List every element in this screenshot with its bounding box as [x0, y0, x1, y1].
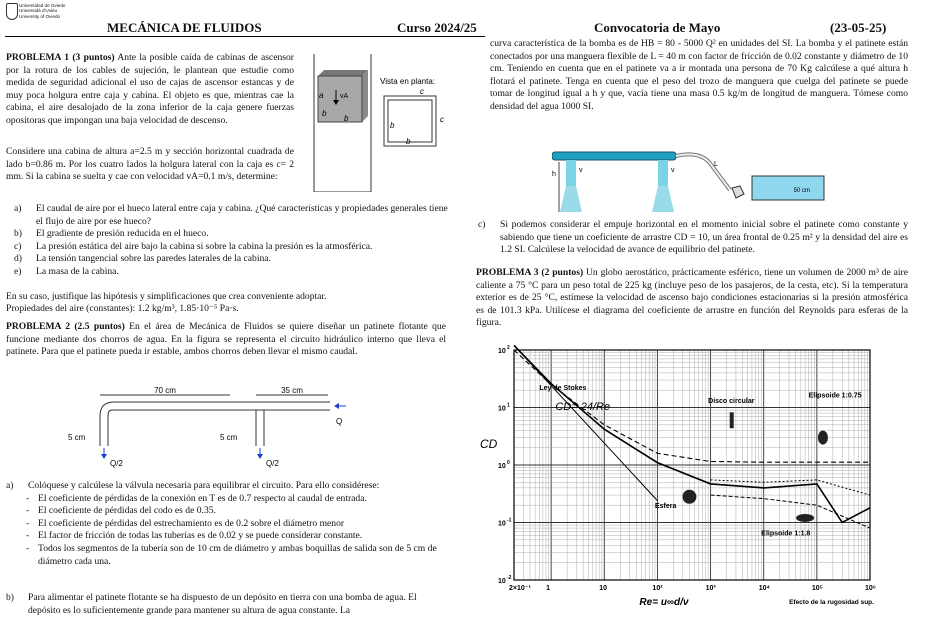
drag-coefficient-chart — [472, 336, 882, 608]
condition-4: - El factor de fricción de todas las tuberías es de 0.02 y se puede considerar constante. — [26, 530, 363, 542]
v-label-1: v — [579, 167, 583, 174]
b-label-3: b — [390, 121, 395, 130]
y-tick-label: 10 — [498, 348, 506, 355]
ellipsoid-18-shape — [796, 514, 814, 522]
problem2-part-a: a) Colóquese y calcúlese la válvula necesaria para equilibrar el circuito. Para ello considérese: - El coeficiente de pérdidas de la conexión en T es de 0.7 respecto al caudal de entrada. - El coeficiente de pérdidas del codo es de 0.35. - El coeficiente de pérdidas del estrechamiento es de 0.2 sobre el diámetro menor - El factor de fricción de todas las tuberías es de 0.02 y se puede considerar constante. - Todos los segmentos de la tubería son de 10 cm de diámetro y ambas boquillas de salida son de 5 cm de diámetro cada una. — [6, 480, 446, 568]
q-label: Q — [336, 417, 343, 426]
y-tick-label: 10 — [498, 578, 506, 585]
y-tick-label: 10 — [498, 520, 506, 528]
problem2-part-c: c) Si podemos considerar el empuje horizontal en el momento inicial sobre el patinete como constante y sabiendo que tiene un coeficiente de arrastre CD = 10, un área frontal de 0.25 m² y la densidad del aire es 1.2 SI. Calcúlese la velocidad de avance de equilibrio del patinete. — [478, 219, 908, 256]
height-5-label-1: 5 cm — [68, 433, 86, 442]
problem1-data: Considere una cabina de altura a=2.5 m y sección horizontal cuadrada de lado b=0.86 m. Por los cuatro lados la holgura lateral con la caja es c= 2 mm. Si la cabina se suelta y cae con velocidad vA=0.1 m/s, determine: — [6, 146, 294, 183]
c-label-1: c — [420, 87, 424, 96]
university-logo — [6, 3, 18, 20]
problem1-intro: PROBLEMA 1 (3 puntos) Ante la posible caída de cabinas de ascensor por la rotura de los cables de sujeción, le plantean que estudie como medida de seguridad adicional el uso de cajas de ascensor estancas y de muy poca holgura entre caja y cabina. El objeto es que, mientras cae la cabina, el aire desalojado de la zona inferior de la caja genere fuerzas opositoras que impongan una baja velocidad de descenso. — [6, 52, 295, 126]
annotation-sphere: Esfera — [654, 502, 677, 510]
y-tick-exp: 1 — [507, 402, 510, 409]
height-5-label-2: 5 cm — [220, 433, 238, 442]
floating-scooter-figure — [552, 136, 828, 212]
c-label-2: c — [440, 115, 444, 124]
length-70-label: 70 cm — [154, 386, 176, 395]
annotation-ellipsoid-075: Elipsoide 1:0.75 — [808, 392, 862, 400]
x-tick-label: 10 — [599, 585, 608, 592]
condition-1: - El coeficiente de pérdidas de la conexión en T es de 0.7 respecto al caudal de entrada. — [26, 492, 367, 504]
pipe-circuit-figure — [60, 386, 360, 472]
x-tick-label: 10⁵ — [811, 585, 823, 592]
question-1d: d) La tensión tangencial sobre las paredes laterales de la cabina. — [14, 253, 271, 265]
v-label-2: v — [671, 167, 675, 174]
condition-3: - El coeficiente de pérdidas del estrechamiento es de 0.2 sobre el diámetro menor — [26, 517, 345, 529]
header-rule — [5, 36, 485, 37]
problem1-props: Propiedades del aire (constantes): 1.2 kg/m³, 1.85·10⁻⁵ Pa·s. — [6, 303, 239, 314]
ellipsoid-075-shape — [818, 431, 828, 445]
condition-2: - El coeficiente de pérdidas del codo es de 0.35. — [26, 505, 216, 517]
annotation-roughness: Efecto de la rugosidad sup. — [789, 599, 874, 606]
x-tick-label: 10² — [652, 585, 663, 592]
depth-label: 50 cm — [793, 188, 810, 194]
annotation-stokes: Ley de Stokes — [539, 385, 587, 393]
y-axis-label: CD — [480, 437, 498, 451]
question-1a: a) El caudal de aire por el hueco lateral entre caja y cabina. ¿Qué características y propiedades generales tiene el flujo de aire por ese hueco? — [14, 203, 448, 227]
y-tick-exp: -1 — [507, 517, 512, 524]
q-half-label-1: Q/2 — [110, 459, 123, 468]
b-label-1: b — [322, 109, 327, 118]
problem2-intro: PROBLEMA 2 (2.5 puntos) En el área de Mecánica de Fluidos se quiere diseñar un patinete flotante que funcione mediante dos chorros de agua. En la figura se representa el circuito hidráulico interno que lleva el patinete. Para que el patinete pueda ir estable, ambos chorros deben llevar el mismo caudal. — [6, 321, 446, 358]
annotation-disk: Disco circular — [708, 397, 755, 405]
length-35-label: 35 cm — [281, 386, 303, 395]
question-1b: b) El gradiente de presión reducida en el hueco. — [14, 228, 209, 240]
y-tick-exp: 0 — [507, 460, 510, 466]
b-label-4: b — [406, 137, 411, 146]
series-line-elipsoide-1-1-8 — [711, 495, 870, 528]
problem1-justify: En su caso, justifique las hipótesis y simplificaciones que crea conveniente adoptar. — [6, 291, 327, 302]
problem1-questions — [14, 203, 454, 279]
a-label: a — [319, 91, 324, 100]
disk-shape — [730, 412, 734, 428]
annotation-ellipsoid-18: Elipsoide 1:1.8 — [761, 530, 811, 538]
y-tick-label: 10 — [498, 463, 506, 470]
x-tick-label: 1 — [546, 585, 551, 592]
x-tick-label: 10⁶ — [865, 585, 877, 592]
problem2-part-b-cont: curva característica de la bomba es de HB = 80 - 5000 Q² en unidades del SI. La bomba y el patinete están conectados por una manguera flexible de L = 40 m con factor de fricción de 0.02 constante y diámetro de 10 cm. Teniendo en cuenta que en el patinete va a ir montada una persona de 70 Kg calcúlese a qué altura h flotará el patinete. Tenga en cuenta que el peso del trozo de manguera que cuelga del patinete se puede tomar de longitud igual a h y que, vacía tiene una masa 0.5 kg/m de longitud de manguera. Tómese como densidad del agua 1000 SI. — [490, 38, 908, 112]
elevator-figure — [306, 42, 456, 192]
y-tick-exp: 2 — [507, 345, 510, 351]
series-line-ley-de-stokes — [514, 345, 657, 500]
x-tick-label: 2×10⁻¹ — [509, 585, 531, 592]
h-label: h — [552, 171, 556, 178]
y-tick-exp: -2 — [507, 575, 512, 581]
question-1e: e) La masa de la cabina. — [14, 265, 119, 277]
y-tick-label: 10 — [498, 405, 506, 413]
course-label: Curso 2024/25 — [397, 20, 477, 35]
va-label: vA — [340, 93, 349, 100]
l-label: L — [714, 161, 718, 168]
question-1c: c) La presión estática del aire bajo la cabina si sobre la cabina la presión es la atmosférica. — [14, 240, 373, 252]
call-label: Convocatoria de Mayo — [594, 20, 721, 35]
x-axis-label: Re= u∞d/ν — [639, 597, 689, 608]
date-label: (23-05-25) — [830, 20, 887, 35]
annotation-cd-law: CD= 24/Re — [555, 401, 611, 414]
b-label-2: b — [344, 114, 349, 123]
q-half-label-2: Q/2 — [266, 459, 279, 468]
problem3-text: PROBLEMA 3 (2 puntos) Un globo aerostático, prácticamente esférico, tiene un volumen de 2000 m³ de aire caliente a 75 °C para un peso total de 225 kg (incluye peso de los pasajeros, de la cesta, etc). Si la temperatura exterior es de 25 °C, estímese la velocidad de ascenso bajo condiciones estacionarias si la presión atmosférica es de 101.3 kPa. Utilícese el diagrama del coeficiente de arrastre en función del Reynolds para esferas de la figura. — [476, 267, 909, 329]
x-tick-label: 10⁴ — [758, 585, 770, 592]
page-title: MECÁNICA DE FLUIDOS — [107, 20, 262, 35]
x-tick-label: 10³ — [705, 585, 716, 592]
sphere-shape — [682, 490, 696, 504]
plan-view-label: Vista en planta: — [380, 77, 436, 86]
condition-5: - Todos los segmentos de la tubería son de 10 cm de diámetro y ambas boquillas de salida son de 5 cm de diámetro cada una. — [26, 542, 437, 567]
university-name: Universidad de Oviedo Universidá d'Uviéu University of Oviedo — [19, 3, 66, 19]
problem2-part-b: b) Para alimentar el patinete flotante se ha dispuesto de un depósito en tierra con una bomba de agua. El depósito es lo suficientemente grande para mantener su altura de agua constante. La — [6, 592, 417, 616]
